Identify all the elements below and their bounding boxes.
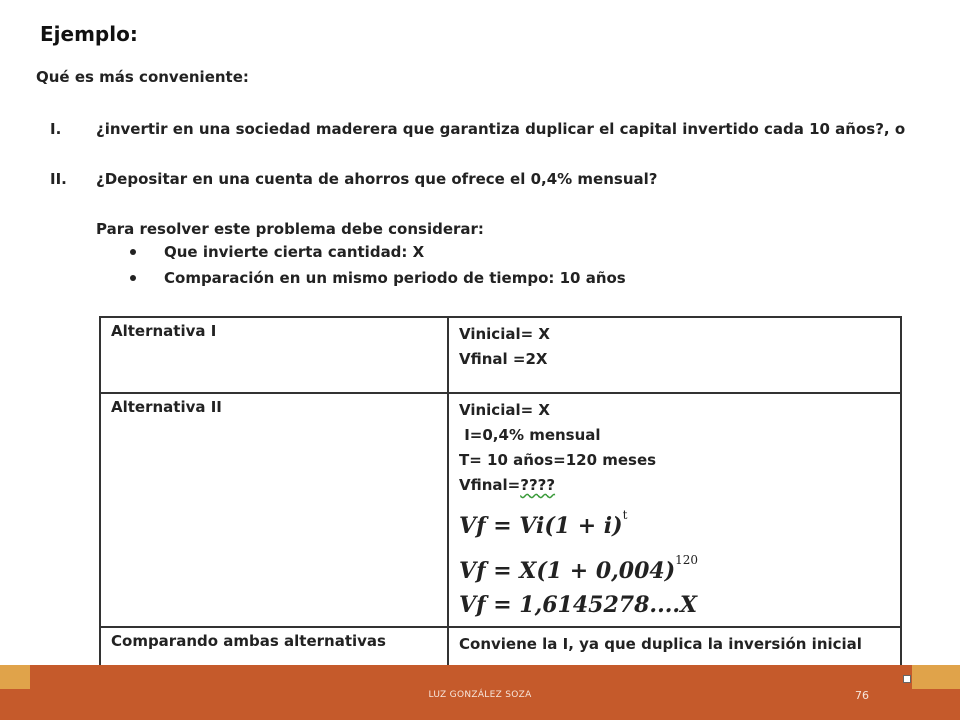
formula-base: Vf = Vi(1 + i) (459, 513, 623, 539)
option-numeral: I. (50, 120, 62, 138)
table-row (100, 393, 901, 627)
bullet-icon (130, 249, 136, 255)
formula-result (459, 588, 890, 622)
vfinal-unknown: ???? (520, 476, 556, 494)
row-detail (448, 317, 901, 393)
consider-list (96, 244, 626, 296)
embedded-document-image (30, 58, 910, 688)
row-label-text: Alternativa II (111, 398, 222, 416)
list-item (96, 244, 626, 270)
vfinal-line (459, 473, 890, 498)
detail-line: Vinicial= X (459, 325, 550, 343)
option-text: ¿invertir en una sociedad maderera que garantiza duplicar el capital invertido cada 10 años?, o (96, 120, 906, 138)
formula-general (459, 498, 890, 543)
option-numeral: II. (50, 170, 67, 188)
detail-line: I=0,4% mensual (459, 426, 601, 444)
formula-exponent: 120 (675, 553, 699, 567)
row-label (100, 317, 448, 393)
bullet-text: Que invierte cierta cantidad: X (164, 243, 425, 261)
row-label-text: Comparando ambas alternativas (111, 632, 386, 650)
bullet-text: Comparación en un mismo periodo de tiempo: 10 años (164, 269, 626, 287)
detail-line: Vfinal =2X (459, 350, 548, 368)
detail-line: Conviene la I, ya que duplica la inversión inicial (459, 635, 862, 653)
bullet-icon (130, 275, 136, 281)
row-label-text: Alternativa I (111, 322, 217, 340)
formula-base: Vf = 1,6145278....X (459, 592, 698, 618)
row-label (100, 393, 448, 627)
image-resize-handle[interactable] (903, 675, 911, 683)
slide-title: Ejemplo: (40, 22, 138, 46)
formula-base: Vf = X(1 + 0,004) (459, 558, 676, 584)
list-item (96, 270, 626, 296)
footer-accent-left (0, 665, 30, 689)
alternatives-table (99, 316, 902, 681)
formula-exponent: t (622, 508, 628, 522)
row-detail (448, 393, 901, 627)
vfinal-prefix: Vfinal= (459, 476, 521, 494)
question-heading: Qué es más conveniente: (36, 68, 249, 86)
formula-substituted (459, 543, 890, 588)
option-text: ¿Depositar en una cuenta de ahorros que ofrece el 0,4% mensual? (96, 170, 658, 188)
detail-line: T= 10 años=120 meses (459, 451, 657, 469)
footer-accent-right (912, 665, 960, 689)
consider-intro: Para resolver este problema debe considerar: (96, 220, 484, 238)
footer-author: LUZ GONZÁLEZ SOZA (428, 690, 532, 700)
table-row (100, 317, 901, 393)
detail-line: Vinicial= X (459, 401, 550, 419)
page-number: 76 (855, 689, 869, 702)
